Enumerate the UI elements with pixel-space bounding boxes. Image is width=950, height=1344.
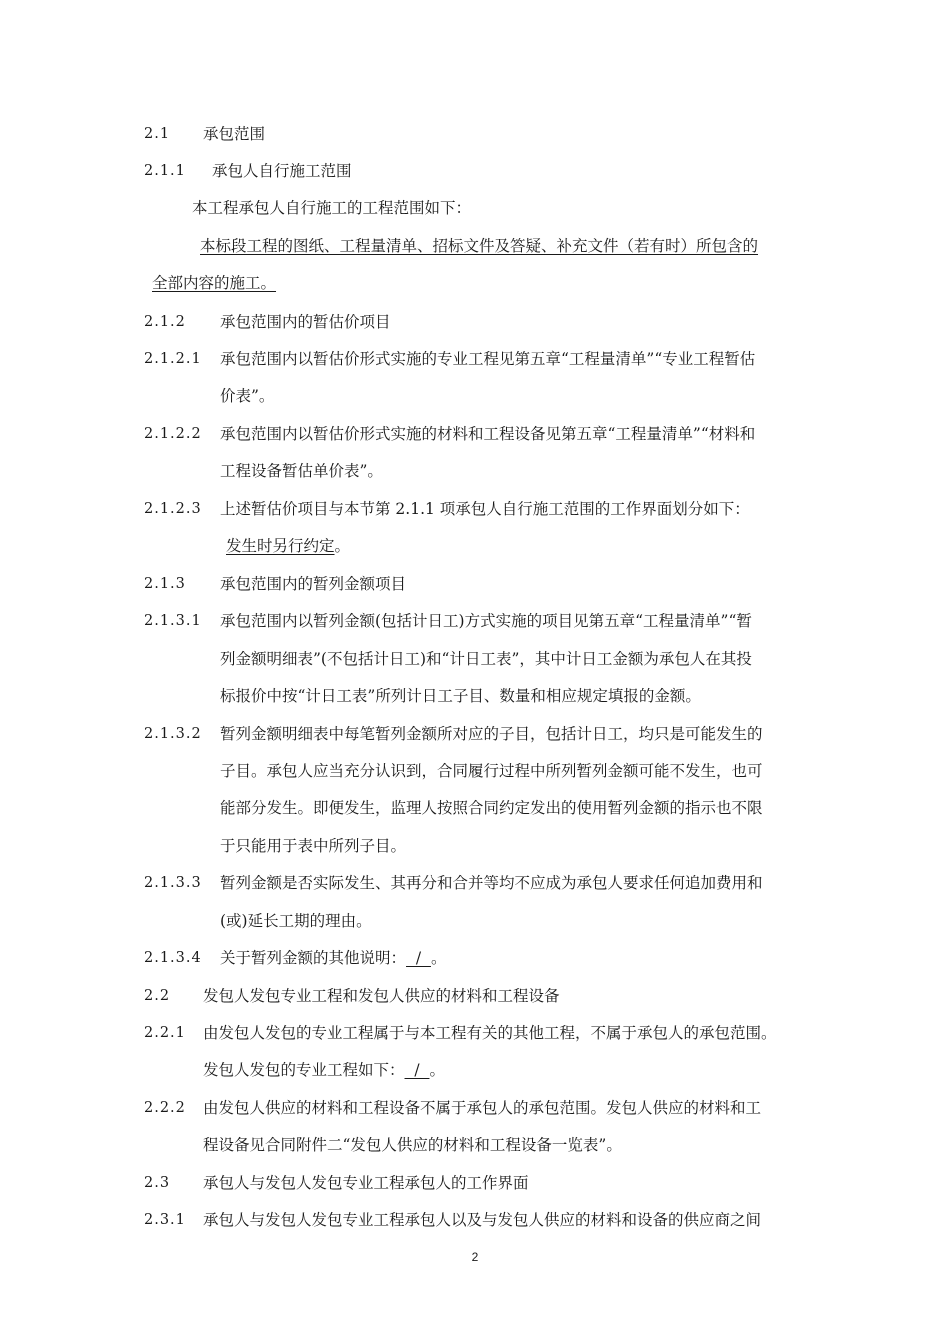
paragraph-line: 由发包人供应的材料和工程设备不属于承包人的承包范围。发包人供应的材料和工	[203, 1099, 762, 1117]
section-number: 2.2	[144, 988, 171, 1004]
section-heading: 承包人与发包人发包专业工程承包人的工作界面	[203, 1174, 529, 1192]
section-number: 2.1.3.4	[144, 950, 202, 966]
paragraph-line: 承包人与发包人发包专业工程承包人以及与发包人供应的材料和设备的供应商之间	[203, 1211, 762, 1229]
section-heading: 承包范围内的暂估价项目	[220, 313, 391, 331]
section-number: 2.2.2	[144, 1100, 186, 1116]
section-number: 2.1.2.1	[144, 351, 202, 367]
section-number: 2.1.2.2	[144, 426, 202, 442]
page-number: 2	[471, 1250, 479, 1264]
section-number: 2.1.2.3	[144, 501, 202, 517]
section-number: 2.1.3.1	[144, 613, 202, 629]
underlined-scope-text: 本标段工程的图纸、工程量清单、招标文件及答疑、补充文件（若有时）所包含的	[200, 237, 759, 255]
paragraph-line: 工程设备暂估单价表”。	[220, 462, 383, 480]
paragraph-line: (或)延长工期的理由。	[220, 912, 372, 930]
section-number: 2.1.1	[144, 163, 186, 179]
section-number: 2.3	[144, 1175, 171, 1191]
paragraph-line: 承包范围内以暂估价形式实施的专业工程见第五章“工程量清单”“专业工程暂估	[220, 350, 756, 368]
paragraph-line: 程设备见合同附件二“发包人供应的材料和工程设备一览表”。	[203, 1136, 622, 1154]
section-heading: 发包人发包专业工程和发包人供应的材料和工程设备	[203, 987, 560, 1005]
paragraph-line: 上述暂估价项目与本节第 2.1.1 项承包人自行施工范围的工作界面划分如下：	[220, 500, 750, 518]
section-number: 2.1	[144, 126, 171, 142]
section-number: 2.1.2	[144, 314, 186, 330]
section-number: 2.1.3.3	[144, 875, 202, 891]
paragraph-line: 子目。承包人应当充分认识到，合同履行过程中所列暂列金额可能不发生，也可	[220, 762, 763, 780]
paragraph-line: 暂列金额是否实际发生、其再分和合并等均不应成为承包人要求任何追加费用和	[220, 874, 763, 892]
paragraph-line: 能部分发生。即便发生，监理人按照合同约定发出的使用暂列金额的指示也不限	[220, 799, 763, 817]
section-heading: 承包范围	[203, 125, 266, 143]
section-heading: 承包范围内的暂列金额项目	[220, 575, 407, 593]
blank-slash: /	[406, 949, 431, 967]
section-number: 2.1.3.2	[144, 726, 202, 742]
paragraph-line: 列金额明细表”(不包括计日工)和“计日工表”，其中计日工金额为承包人在其投	[220, 650, 752, 668]
paragraph-line: 承包范围内以暂估价形式实施的材料和工程设备见第五章“工程量清单”“材料和	[220, 425, 756, 443]
section-number: 2.2.1	[144, 1025, 186, 1041]
paragraph-line: 于只能用于表中所列子目。	[220, 837, 407, 855]
underlined-scope-text: 全部内容的施工。	[152, 274, 277, 292]
section-number: 2.1.3	[144, 576, 186, 592]
subcontract-line: 发包人发包的专业工程如下： / 。	[203, 1061, 445, 1079]
section-number: 2.3.1	[144, 1212, 186, 1228]
agreed-later-text: 发生时另行约定。	[226, 537, 351, 555]
other-notes-line: 关于暂列金额的其他说明： / 。	[220, 949, 447, 967]
paragraph-line: 标报价中按“计日工表”所列计日工子目、数量和相应规定填报的金额。	[220, 687, 701, 705]
blank-slash: /	[404, 1061, 430, 1079]
paragraph-line: 由发包人发包的专业工程属于与本工程有关的其他工程，不属于承包人的承包范围。	[203, 1024, 777, 1042]
paragraph-line: 本工程承包人自行施工的工程范围如下：	[192, 199, 472, 217]
paragraph-line: 承包范围内以暂列金额(包括计日工)方式实施的项目见第五章“工程量清单”“暂	[220, 612, 752, 630]
paragraph-line: 暂列金额明细表中每笔暂列金额所对应的子目，包括计日工，均只是可能发生的	[220, 725, 763, 743]
underlined-text: 发生时另行约定	[226, 537, 335, 555]
section-heading: 承包人自行施工范围	[212, 162, 352, 180]
paragraph-line: 价表”。	[220, 387, 275, 405]
